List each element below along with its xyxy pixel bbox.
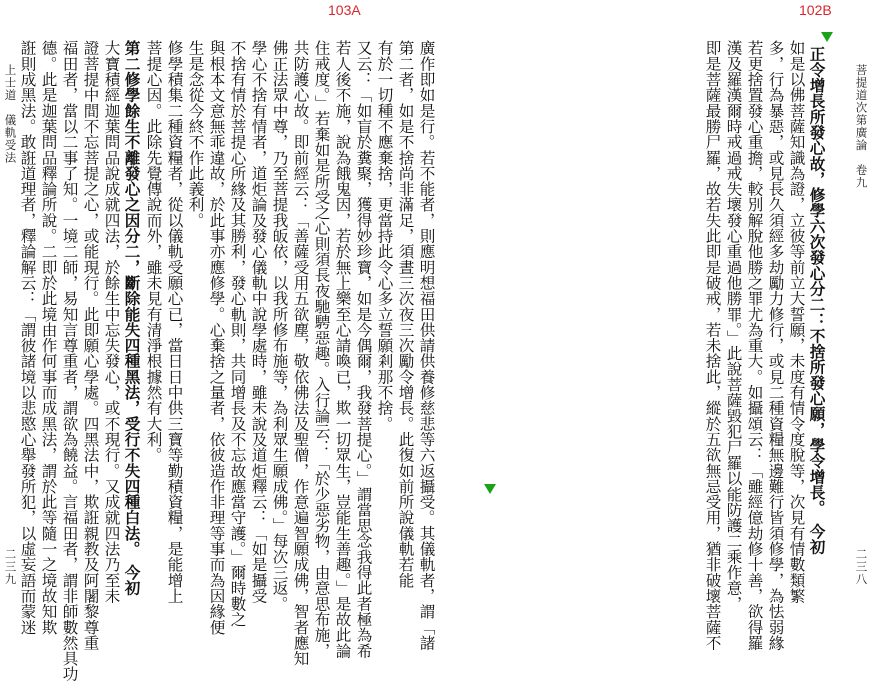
text-column: 若人後不施，說為餓鬼因，若於無上樂至心請喚已，欺一切眾生，豈能生善趣。」是故此論 bbox=[333, 40, 352, 659]
text-column: 證菩提中間不忘菩提之心，或能現行。此即願心學處。四黑法中，欺誑親教及阿闍黎尊重 bbox=[81, 40, 100, 651]
section-heading: 第二修學餘生不離發心之因分二，斷除能失四種黑法，受行不失四種白法。 今初 bbox=[122, 40, 142, 596]
text-column: 共防護心故。即前經云：「善薩受用五欲塵，敬依佛法及聖僧，作意遍智願成佛，智者應知 bbox=[291, 40, 310, 666]
text-column: 誑則成黑法。敢誑道理者，釋論解云：「謂彼諸境以悲愍心舉發所犯，以虛妄語而蒙迷 bbox=[18, 40, 37, 635]
text-column: 學心不捨有情者，道炬論及發心儀軌中說學處時，雖未說及道炬釋云：「如是攝受 bbox=[249, 40, 268, 604]
text-column: 又云：「如盲於糞聚，獲得妙珍寶，如是今偶爾，我發菩提心。」謂當思念我得此者極為希 bbox=[354, 40, 373, 659]
right-page-side-title: 菩提道次第廣論 卷九 bbox=[854, 64, 869, 189]
text-column: 德。此是迦葉問品釋論所說。二即於此境由作何事而成黑法，謂於此等隨一之境故知欺 bbox=[39, 40, 58, 635]
left-page-side-title: 上士道 儀軌受法 bbox=[3, 64, 18, 164]
text-column: 與根本文意無乖違故，於此事亦應修學。心棄捨之量者，依彼造作非理等事而為因緣便 bbox=[207, 40, 226, 635]
text-column: 多，行為暴惡，或見長久須經多劫勵力修行，或見二種資糧無邊難行皆須修學，為怯弱緣 bbox=[766, 40, 785, 651]
text-column: 住戒度。」若棄如是所受之心則須長夜馳騁惡趣。入行論云：「於少惡劣物，由意思布施， bbox=[312, 40, 331, 659]
right-page bbox=[437, 0, 874, 651]
text-column: 第二者，如是不捨尚非滿足，須晝三次夜三次勵令增長。此復如前所說儀軌若能 bbox=[396, 40, 415, 588]
left-page-number: 二三九 bbox=[3, 548, 18, 586]
text-column: 漢及羅漢爾時戒過戒失壞發心重過他勝罪。」此說菩薩毀犯尸羅以能防護二乘作意， bbox=[724, 40, 743, 612]
text-column: 即是菩薩最勝尸羅，故若失此即是破戒，若未捨此，縱於五欲無忌受用，猶非破壞菩薩不 bbox=[703, 40, 722, 651]
text-column: 有於一切種不應棄捨，更當持此令心多立誓願剎那不捨。 bbox=[375, 40, 394, 432]
text-column: 福田者，當以二事了知。一境二師，易知言尊重者，謂欲為饒益。言福田者，謂非師數然具功 bbox=[60, 40, 79, 682]
text-column: 佛正法眾中尊，乃至菩提我皈依，以我所修布施等，為利眾生願成佛。」每次三返。 bbox=[270, 40, 289, 612]
right-page-marker: 102B bbox=[799, 2, 832, 18]
text-column: 菩提心因。此除先覺傳說而外，雖未見有清淨根據然有大利。 bbox=[144, 40, 163, 463]
text-column: 不捨有情於菩提心所緣及其勝利，發心軌則，共同增長及不忘故應當守護。」爾時數之 bbox=[228, 40, 247, 627]
right-page-number: 二三八 bbox=[854, 548, 869, 586]
right-page-start-triangle-icon bbox=[821, 32, 833, 42]
section-heading: 正令增長所發心故，修學六次發心分二：不捨所發心願，學令增長。 今初 bbox=[807, 46, 827, 555]
text-column: 生是念從今終不作此義利。 bbox=[186, 40, 205, 228]
left-page-marker: 103A bbox=[328, 2, 361, 18]
text-column: 修學積集二種資糧者，從以儀軌受願心已，當日日中供三寶等勤積資糧，是能增上 bbox=[165, 40, 184, 604]
text-column: 大寶積經迦葉問品說成就四法，於餘生中忘失發心，或不現行。又成就四法乃至未 bbox=[102, 40, 121, 604]
text-column: 如是以佛菩薩知識為證，立彼等前立大誓願，未度有情令度脫等，次見有情數類繁 bbox=[787, 40, 806, 604]
text-column: 若更捨置發心重擔，較別解脫他勝之罪尤為重大。如攝頌云：「雖經億劫修十善，欲得羅 bbox=[745, 40, 764, 651]
text-column: 廣作即如是行。若不能者，則應明想福田供請供養修慈悲等六返攝受。其儀軌者，謂「諸 bbox=[417, 40, 436, 651]
